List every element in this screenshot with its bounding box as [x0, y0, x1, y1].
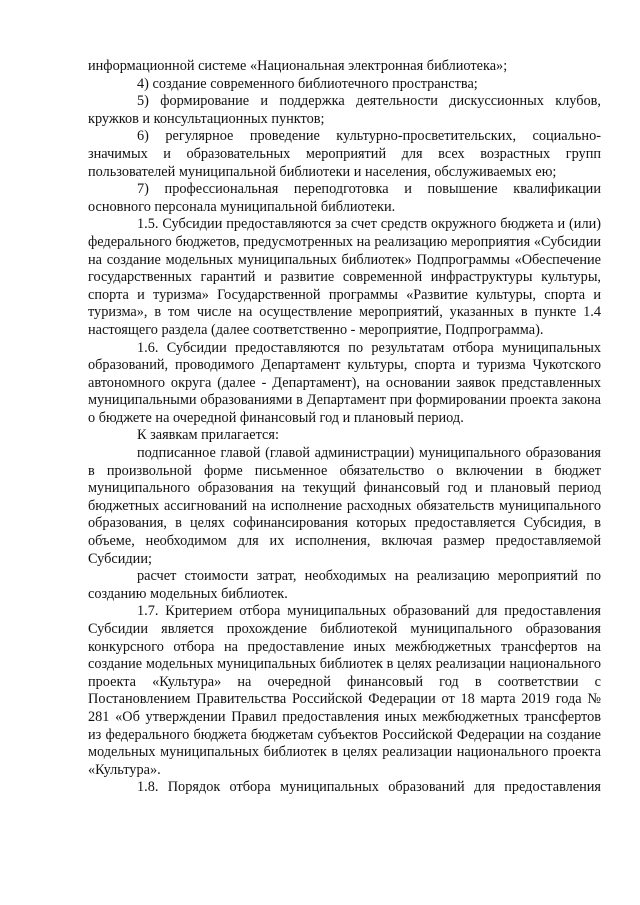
- paragraph: расчет стоимости затрат, необходимых на реализацию мероприятий по созданию модельных библиотек.: [88, 568, 601, 602]
- paragraph: 1.7. Критерием отбора муниципальных образований для предоставления Субсидии является прохождение библиотекой муниципального образования конкурсного отбора на предоставление иных межбюджетных трансфертов на создание модельных муниципальных библиотек в целях реализации национального проекта «Культура» на очередной финансовый год в соответствии с Постановлением Правительства Российской Федерации от 18 марта 2019 года № 281 «Об утверждении Правил предоставления иных межбюджетных трансфертов из федерального бюджета бюджетам субъектов Российской Федерации на создание модельных муниципальных библиотек в целях реализации национального проекта «Культура».: [88, 603, 601, 778]
- paragraph: 5) формирование и поддержка деятельности дискуссионных клубов, кружков и консультационных пунктов;: [88, 93, 601, 127]
- paragraph: 1.6. Субсидии предоставляются по результатам отбора муниципальных образований, проводимого Департамент культуры, спорта и туризма Чукотского автономного округа (далее - Департамент), на основании заявок представленных муниципальными образованиями в Департамент при формировании проекта закона о бюджете на очередной финансовый год и плановый период.: [88, 339, 601, 426]
- paragraph: информационной системе «Национальная электронная библиотека»;: [88, 58, 508, 74]
- document-page: [88, 58, 601, 797]
- paragraph: 7) профессиональная переподготовка и повышение квалификации основного персонала муниципальной библиотеки.: [88, 181, 601, 215]
- paragraph: 4) создание современного библиотечного пространства;: [137, 75, 478, 92]
- paragraph-1-8: 1.8. Порядок отбора муниципальных образований для предоставления: [137, 779, 601, 796]
- paragraph: К заявкам прилагается:: [137, 427, 279, 444]
- paragraph: подписанное главой (главой администрации) муниципального образования в произвольной форме письменное обязательство о включении в бюджет муниципального образования на текущий финансовый год и плановый период бюджетных ассигнований на исполнение расходных обязательств муниципального образования, в целях софинансирования которых предоставляется Субсидия, в объеме, необходимом для их исполнения, включая размер предоставляемой Субсидии;: [88, 445, 601, 567]
- document-body: [88, 58, 601, 779]
- paragraph: 6) регулярное проведение культурно-просветительских, социально-значимых и образовательных мероприятий для всех возрастных групп пользователей муниципальной библиотеки и населения, обслуживаемых ею;: [88, 128, 601, 180]
- paragraph: 1.5. Субсидии предоставляются за счет средств окружного бюджета и (или) федерального бюджетов, предусмотренных на реализацию мероприятия «Субсидии на создание модельных муниципальных библиотек» Подпрограммы «Обеспечение государственных гарантий и развитие современной инфраструктуры культуры, спорта и туризма» Государственной программы «Развитие культуры, спорта и туризма», в том числе на осуществление мероприятий, указанных в пункте 1.4 настоящего раздела (далее соответственно - мероприятие, Подпрограмма).: [88, 216, 601, 338]
